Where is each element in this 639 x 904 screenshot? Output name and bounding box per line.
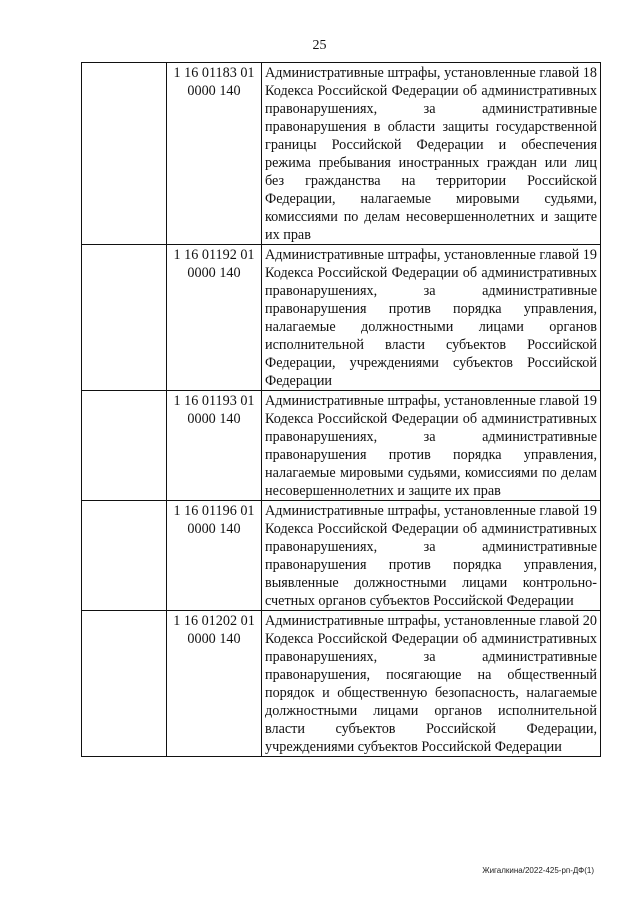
code-line-1: 1 16 01202 01 xyxy=(173,613,255,629)
table-row xyxy=(82,245,601,391)
code-cell xyxy=(167,391,262,501)
code-cell xyxy=(167,245,262,391)
table-row xyxy=(82,611,601,757)
code-line-1: 1 16 01196 01 xyxy=(173,503,255,519)
description-cell: Административные штрафы, установленные главой 19 Кодекса Российской Федерации об административных правонарушениях, за административные правонарушения против порядка управления, выявленные должностными лицами контрольно-счетных органов субъектов Российской Федерации xyxy=(262,501,601,611)
code-line-2: 0000 140 xyxy=(187,411,241,427)
page-number: 25 xyxy=(312,38,327,53)
revenue-codes-table xyxy=(81,62,601,757)
empty-cell xyxy=(82,501,167,611)
table-row xyxy=(82,63,601,245)
empty-cell xyxy=(82,391,167,501)
code-line-1: 1 16 01183 01 xyxy=(173,65,255,81)
description-cell: Административные штрафы, установленные главой 18 Кодекса Российской Федерации об административных правонарушениях, за административные правонарушения в области защиты государственной границы Российской Федерации и обеспечения режима пребывания иностранных граждан или лиц без гражданства на территории Российской Федерации, налагаемые мировыми судьями, комиссиями по делам несовершеннолетних и защите их прав xyxy=(262,63,601,245)
table-row xyxy=(82,501,601,611)
code-line-2: 0000 140 xyxy=(187,521,241,537)
table-row xyxy=(82,391,601,501)
table-body xyxy=(82,63,601,757)
code-line-1: 1 16 01192 01 xyxy=(173,247,255,263)
description-cell: Административные штрафы, установленные главой 19 Кодекса Российской Федерации об административных правонарушениях, за административные правонарушения против порядка управления, налагаемые должностными лицами органов исполнительной власти субъектов Российской Федерации, учреждениями субъектов Российской Федерации xyxy=(262,245,601,391)
empty-cell xyxy=(82,63,167,245)
code-line-1: 1 16 01193 01 xyxy=(173,393,255,409)
code-cell xyxy=(167,611,262,757)
code-line-2: 0000 140 xyxy=(187,631,241,647)
description-cell: Административные штрафы, установленные главой 19 Кодекса Российской Федерации об административных правонарушениях, за административные правонарушения против порядка управления, налагаемые мировыми судьями, комиссиями по делам несовершеннолетних и защите их прав xyxy=(262,391,601,501)
code-line-2: 0000 140 xyxy=(187,83,241,99)
code-cell xyxy=(167,63,262,245)
empty-cell xyxy=(82,245,167,391)
code-cell xyxy=(167,501,262,611)
code-line-2: 0000 140 xyxy=(187,265,241,281)
document-reference: Жигалкина/2022-425-рп-ДФ(1) xyxy=(482,866,594,875)
empty-cell xyxy=(82,611,167,757)
description-cell: Административные штрафы, установленные главой 20 Кодекса Российской Федерации об административных правонарушениях, за административные правонарушения, посягающие на общественный порядок и общественную безопасность, налагаемые должностными лицами органов исполнительной власти субъектов Российской Федерации, учреждениями субъектов Российской Федерации xyxy=(262,611,601,757)
